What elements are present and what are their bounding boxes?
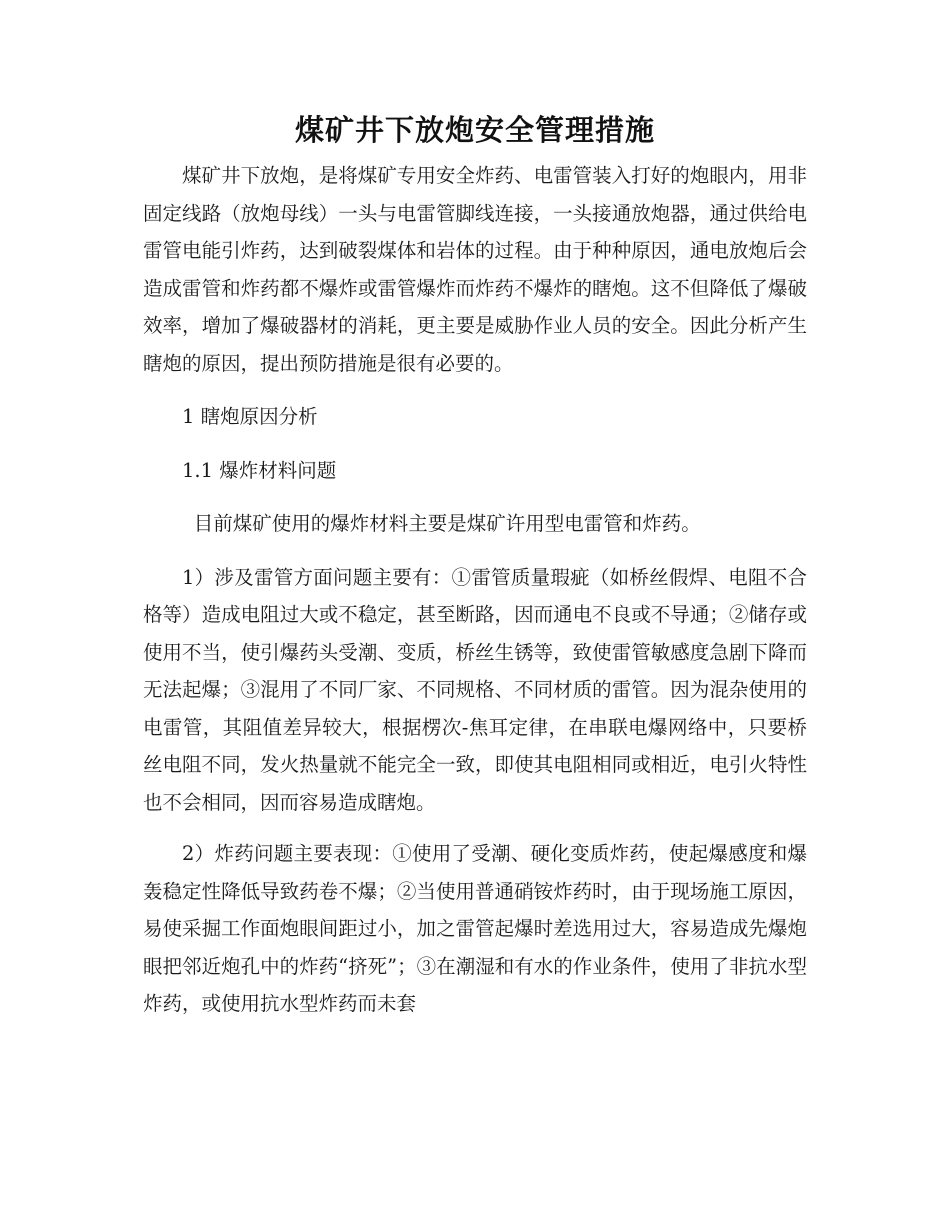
explosive-issues-paragraph: 2）炸药问题主要表现：①使用了受潮、硬化变质炸药，使起爆感度和爆轰稳定性降低导致药卷不爆；②当使用普通硝铵炸药时，由于现场施工原因，易使采掘工作面炮眼间距过小，加之雷管起爆时差选用过大，容易造成先爆炮眼把邻近炮孔中的炸药“挤死”；③在潮湿和有水的作业条件，使用了非抗水型炸药，或使用抗水型炸药而未套 xyxy=(143,842,807,1015)
section-1-1-lead: 目前煤矿使用的爆炸材料主要是煤矿许用型电雷管和炸药。 xyxy=(193,512,701,535)
section-1-heading: 1 瞎炮原因分析 xyxy=(182,405,318,428)
document-page xyxy=(143,105,807,1023)
detonator-issues-paragraph: 1）涉及雷管方面问题主要有：①雷管质量瑕疵（如桥丝假焊、电阻不合格等）造成电阻过大或不稳定，甚至断路，因而通电不良或不导通；②储存或使用不当，使引爆药头受潮、变质，桥丝生锈等，致使雷管敏感度急剧下降而无法起爆；③混用了不同厂家、不同规格、不同材质的雷管。因为混杂使用的电雷管，其阻值差异较大，根据楞次-焦耳定律，在串联电爆网络中，只要桥丝电阻不同，发火热量就不能完全一致，即使其电阻相同或相近，电引火特性也不会相同，因而容易造成瞎炮。 xyxy=(143,565,807,814)
section-1-1-heading: 1.1 爆炸材料问题 xyxy=(182,458,337,482)
document-title: 煤矿井下放炮安全管理措施 xyxy=(294,113,655,147)
intro-paragraph: 煤矿井下放炮，是将煤矿专用安全炸药、电雷管装入打好的炮眼内，用非固定线路（放炮母线）一头与电雷管脚线连接，一头接通放炮器，通过供给电雷管电能引炸药，达到破裂煤体和岩体的过程。由于种种原因，通电放炮后会造成雷管和炸药都不爆炸或雷管爆炸而炸药不爆炸的瞎炮。这不但降低了爆破效率，增加了爆破器材的消耗，更主要是威胁作业人员的安全。因此分析产生瞎炮的原因，提出预防措施是很有必要的。 xyxy=(143,164,807,375)
